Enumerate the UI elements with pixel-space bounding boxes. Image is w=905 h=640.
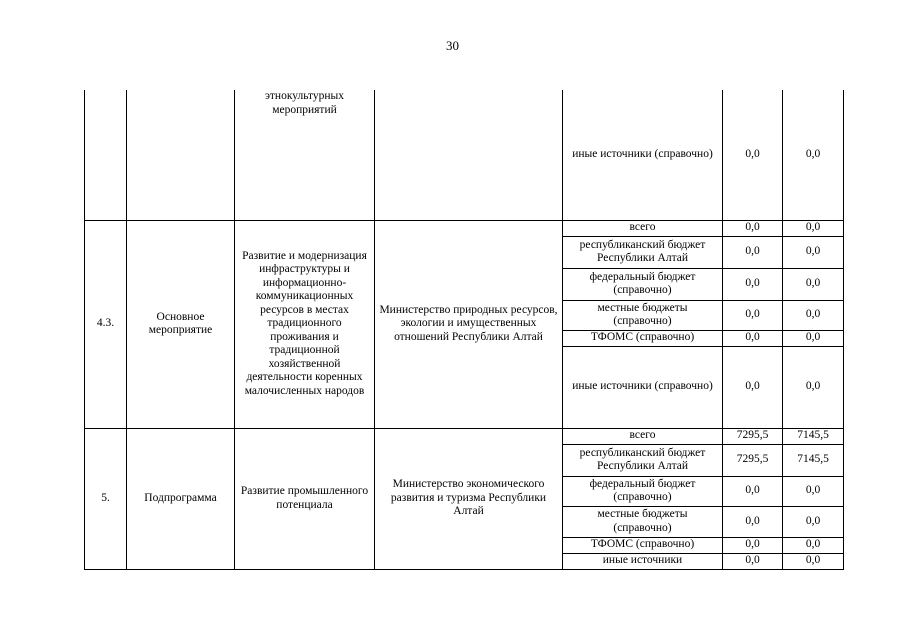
source-cell: иные источники (справочно) — [563, 90, 723, 220]
value-cell: 0,0 — [723, 476, 783, 506]
value-cell: 0,0 — [723, 300, 783, 330]
row-name-cell: Развитие промышленного потенциала — [235, 428, 375, 569]
source-cell: иные источники — [563, 553, 723, 569]
row-number-cell — [85, 90, 127, 220]
budget-table — [84, 90, 844, 570]
value-cell: 0,0 — [783, 90, 844, 220]
value-cell: 0,0 — [783, 476, 844, 506]
row-number-cell: 5. — [85, 428, 127, 569]
value-cell: 0,0 — [723, 553, 783, 569]
source-cell: местные бюджеты (справочно) — [563, 300, 723, 330]
value-cell: 0,0 — [723, 506, 783, 537]
value-cell: 0,0 — [783, 506, 844, 537]
value-cell: 0,0 — [783, 220, 844, 236]
value-cell: 0,0 — [723, 346, 783, 428]
value-cell: 0,0 — [783, 346, 844, 428]
value-cell: 7295,5 — [723, 444, 783, 476]
source-cell: всего — [563, 220, 723, 236]
row-executor-cell — [375, 90, 563, 220]
table-row — [85, 220, 844, 236]
value-cell: 0,0 — [723, 268, 783, 300]
page-number: 30 — [446, 38, 459, 53]
value-cell: 7145,5 — [783, 444, 844, 476]
row-executor-cell: Министерство экономического развития и туризма Республики Алтай — [375, 428, 563, 569]
row-name-cell: этнокультурных мероприятий — [235, 90, 375, 220]
source-cell: федеральный бюджет (справочно) — [563, 268, 723, 300]
value-cell: 0,0 — [783, 300, 844, 330]
value-cell: 0,0 — [723, 330, 783, 346]
source-cell: федеральный бюджет (справочно) — [563, 476, 723, 506]
value-cell: 0,0 — [723, 90, 783, 220]
row-number-cell: 4.3. — [85, 220, 127, 428]
row-executor-cell: Министерство природных ресурсов, экологии и имущественных отношений Республики Алтай — [375, 220, 563, 428]
row-type-cell: Основное мероприятие — [127, 220, 235, 428]
value-cell: 0,0 — [783, 553, 844, 569]
source-cell: ТФОМС (справочно) — [563, 330, 723, 346]
row-name-cell: Развитие и модернизация инфраструктуры и информационно-коммуникационных ресурсов в местах традиционного проживания и традиционной хозяйственной деятельности коренных малочисленных народов — [235, 220, 375, 428]
source-cell: всего — [563, 428, 723, 444]
value-cell: 0,0 — [783, 268, 844, 300]
value-cell: 0,0 — [783, 330, 844, 346]
source-cell: иные источники (справочно) — [563, 346, 723, 428]
row-type-cell — [127, 90, 235, 220]
source-cell: республиканский бюджет Республики Алтай — [563, 236, 723, 268]
value-cell: 0,0 — [783, 236, 844, 268]
value-cell: 7295,5 — [723, 428, 783, 444]
value-cell: 7145,5 — [783, 428, 844, 444]
value-cell: 0,0 — [723, 236, 783, 268]
value-cell: 0,0 — [723, 537, 783, 553]
value-cell: 0,0 — [783, 537, 844, 553]
value-cell: 0,0 — [723, 220, 783, 236]
source-cell: ТФОМС (справочно) — [563, 537, 723, 553]
table-row — [85, 428, 844, 444]
row-type-cell: Подпрограмма — [127, 428, 235, 569]
table-row — [85, 90, 844, 220]
source-cell: местные бюджеты (справочно) — [563, 506, 723, 537]
source-cell: республиканский бюджет Республики Алтай — [563, 444, 723, 476]
